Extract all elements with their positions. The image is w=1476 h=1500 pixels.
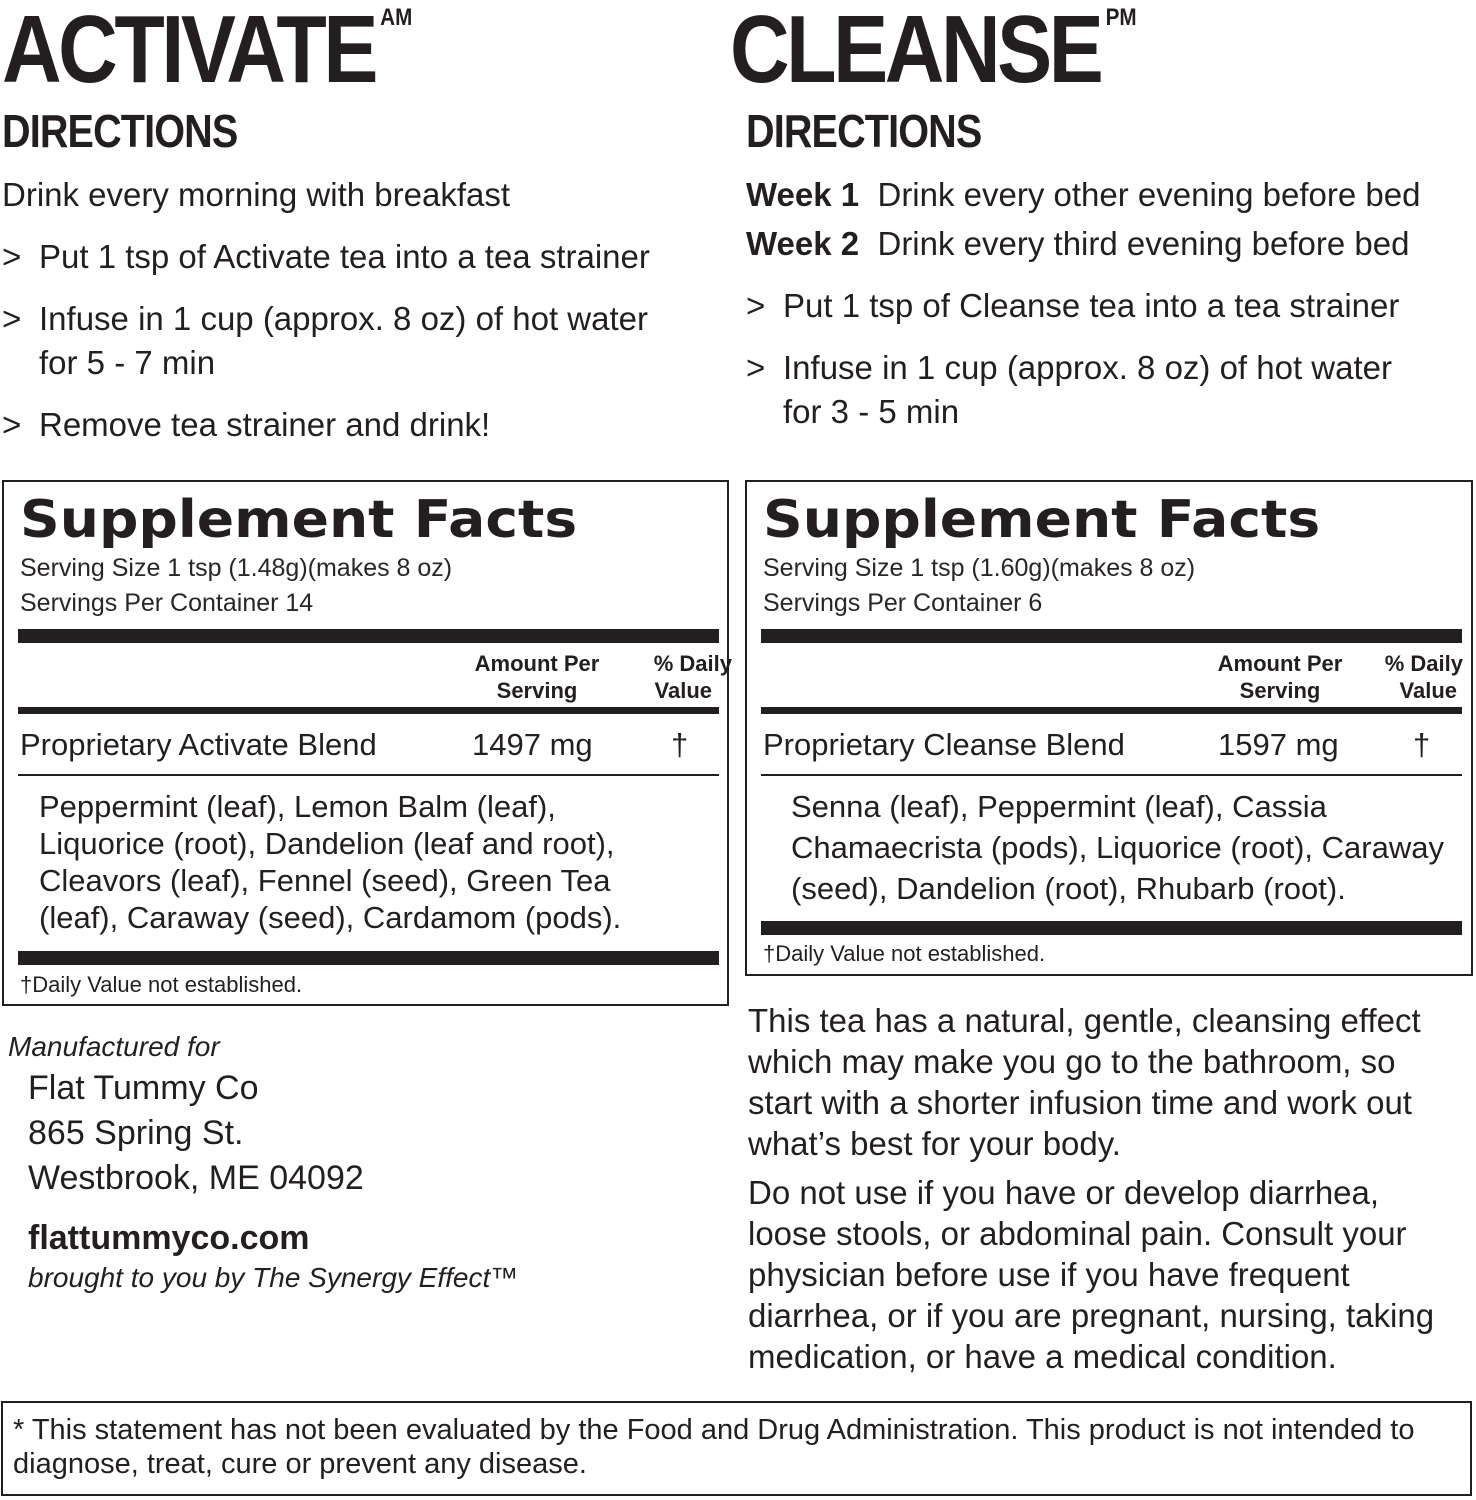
activate-supplement-facts	[2, 480, 732, 1006]
brought-by-text: brought to you by The Synergy Effect™	[28, 1262, 519, 1293]
divider-thick-bottom	[761, 921, 1462, 935]
week-label: Week 1	[746, 176, 860, 213]
manufacturer-street: 865 Spring St.	[28, 1114, 244, 1152]
col-amount-header: Amount Per Serving	[1217, 651, 1343, 703]
divider-thin	[18, 774, 719, 776]
step-marker: >	[746, 349, 766, 386]
blend-name: Proprietary Activate Blend	[20, 727, 377, 762]
blend-amount: 1497 mg	[472, 727, 593, 762]
facts-footnote: †Daily Value not established.	[20, 972, 303, 997]
facts-title: Supplement Facts	[20, 490, 578, 550]
website-link[interactable]: flattummyco.com	[28, 1219, 310, 1257]
activate-intro: Drink every morning with breakfast	[2, 176, 511, 213]
step-text: Infuse in 1 cup (approx. 8 oz) of hot water	[39, 300, 649, 337]
blend-amount: 1597 mg	[1218, 727, 1339, 762]
step-text: Remove tea strainer and drink!	[39, 406, 491, 443]
cleanse-effect-note: This tea has a natural, gentle, cleansing effect which may make you go to the bathroom, so start with a shorter infusion time and work out what’s best for your body.	[748, 1002, 1421, 1162]
col-daily-header: % Daily Value	[1384, 651, 1463, 703]
step-marker: >	[746, 287, 766, 324]
divider-thick-bottom	[18, 951, 719, 965]
cleanse-title: CLEANSE $^{PM}$	[730, 0, 1137, 103]
step-marker: >	[2, 300, 22, 337]
week-text: Drink every other evening before bed	[877, 176, 1421, 213]
cleanse-warning: Do not use if you have or develop diarrhea, loose stools, or abdominal pain. Consult your physician before use if you have frequent diarrhea, or if you are pregnant, nursing, taking medication, or have a medical condition.	[748, 1174, 1435, 1375]
disclaimer-line: * This statement has not been evaluated by the Food and Drug Administration. This product is not intended to	[13, 1414, 1415, 1446]
cleanse-week-1	[746, 173, 1420, 217]
step-text: Infuse in 1 cup (approx. 8 oz) of hot water	[783, 349, 1393, 386]
activate-directions-heading: DIRECTIONS	[2, 105, 238, 157]
manufacturer-city: Westbrook, ME 04092	[28, 1159, 364, 1197]
activate-title-super: AM	[380, 4, 413, 31]
servings-per-container: Servings Per Container 6	[763, 589, 1043, 617]
step-text-continued: for 3 - 5 min	[783, 393, 960, 430]
step-marker: >	[2, 238, 22, 275]
ingredients-list: Peppermint (leaf), Lemon Balm (leaf), Liquorice (root), Dandelion (leaf and root), Cleavors (leaf), Fennel (seed), Green Tea (leaf), Caraway (seed), Cardamom (pods).	[39, 789, 622, 935]
step-text-continued: for 5 - 7 min	[39, 344, 216, 381]
week-label: Week 2	[746, 225, 860, 262]
step-text: Put 1 tsp of Cleanse tea into a tea strainer	[783, 287, 1400, 324]
cleanse-title-super: PM	[1105, 4, 1137, 31]
week-text: Drink every third evening before bed	[877, 225, 1410, 262]
divider-mid	[761, 707, 1462, 714]
cleanse-week-2	[746, 222, 1409, 266]
divider-thin	[761, 774, 1462, 776]
divider-mid	[18, 707, 719, 714]
divider-thick	[18, 629, 719, 643]
facts-title: Supplement Facts	[763, 490, 1321, 550]
facts-footnote: †Daily Value not established.	[763, 941, 1046, 966]
col-amount-header: Amount Per Serving	[474, 651, 600, 703]
blend-name: Proprietary Cleanse Blend	[763, 727, 1125, 762]
serving-size: Serving Size 1 tsp (1.60g)(makes 8 oz)	[763, 554, 1196, 582]
servings-per-container: Servings Per Container 14	[20, 589, 314, 617]
manufacturer-name: Flat Tummy Co	[28, 1069, 259, 1107]
manufactured-for-label: Manufactured for	[8, 1031, 220, 1062]
disclaimer-line: diagnose, treat, cure or prevent any disease.	[13, 1448, 587, 1480]
manufacturer-address	[28, 1066, 364, 1201]
serving-size: Serving Size 1 tsp (1.48g)(makes 8 oz)	[20, 554, 453, 582]
activate-title: ACTIVATE $^{AM}$	[2, 0, 413, 103]
step-marker: >	[2, 406, 22, 443]
step-text: Put 1 tsp of Activate tea into a tea strainer	[39, 238, 650, 275]
blend-daily-value: †	[1413, 727, 1431, 762]
blend-daily-value: †	[671, 727, 689, 762]
ingredients-list: Senna (leaf), Peppermint (leaf), Cassia Chamaecrista (pods), Liquorice (root), Caraway (seed), Dandelion (root), Rhubarb (root).	[791, 789, 1444, 906]
divider-thick	[761, 629, 1462, 643]
cleanse-directions-heading: DIRECTIONS	[746, 105, 982, 157]
cleanse-supplement-facts	[745, 480, 1473, 976]
fda-disclaimer	[1, 1401, 1472, 1496]
col-daily-header: % Daily Value	[653, 651, 732, 703]
